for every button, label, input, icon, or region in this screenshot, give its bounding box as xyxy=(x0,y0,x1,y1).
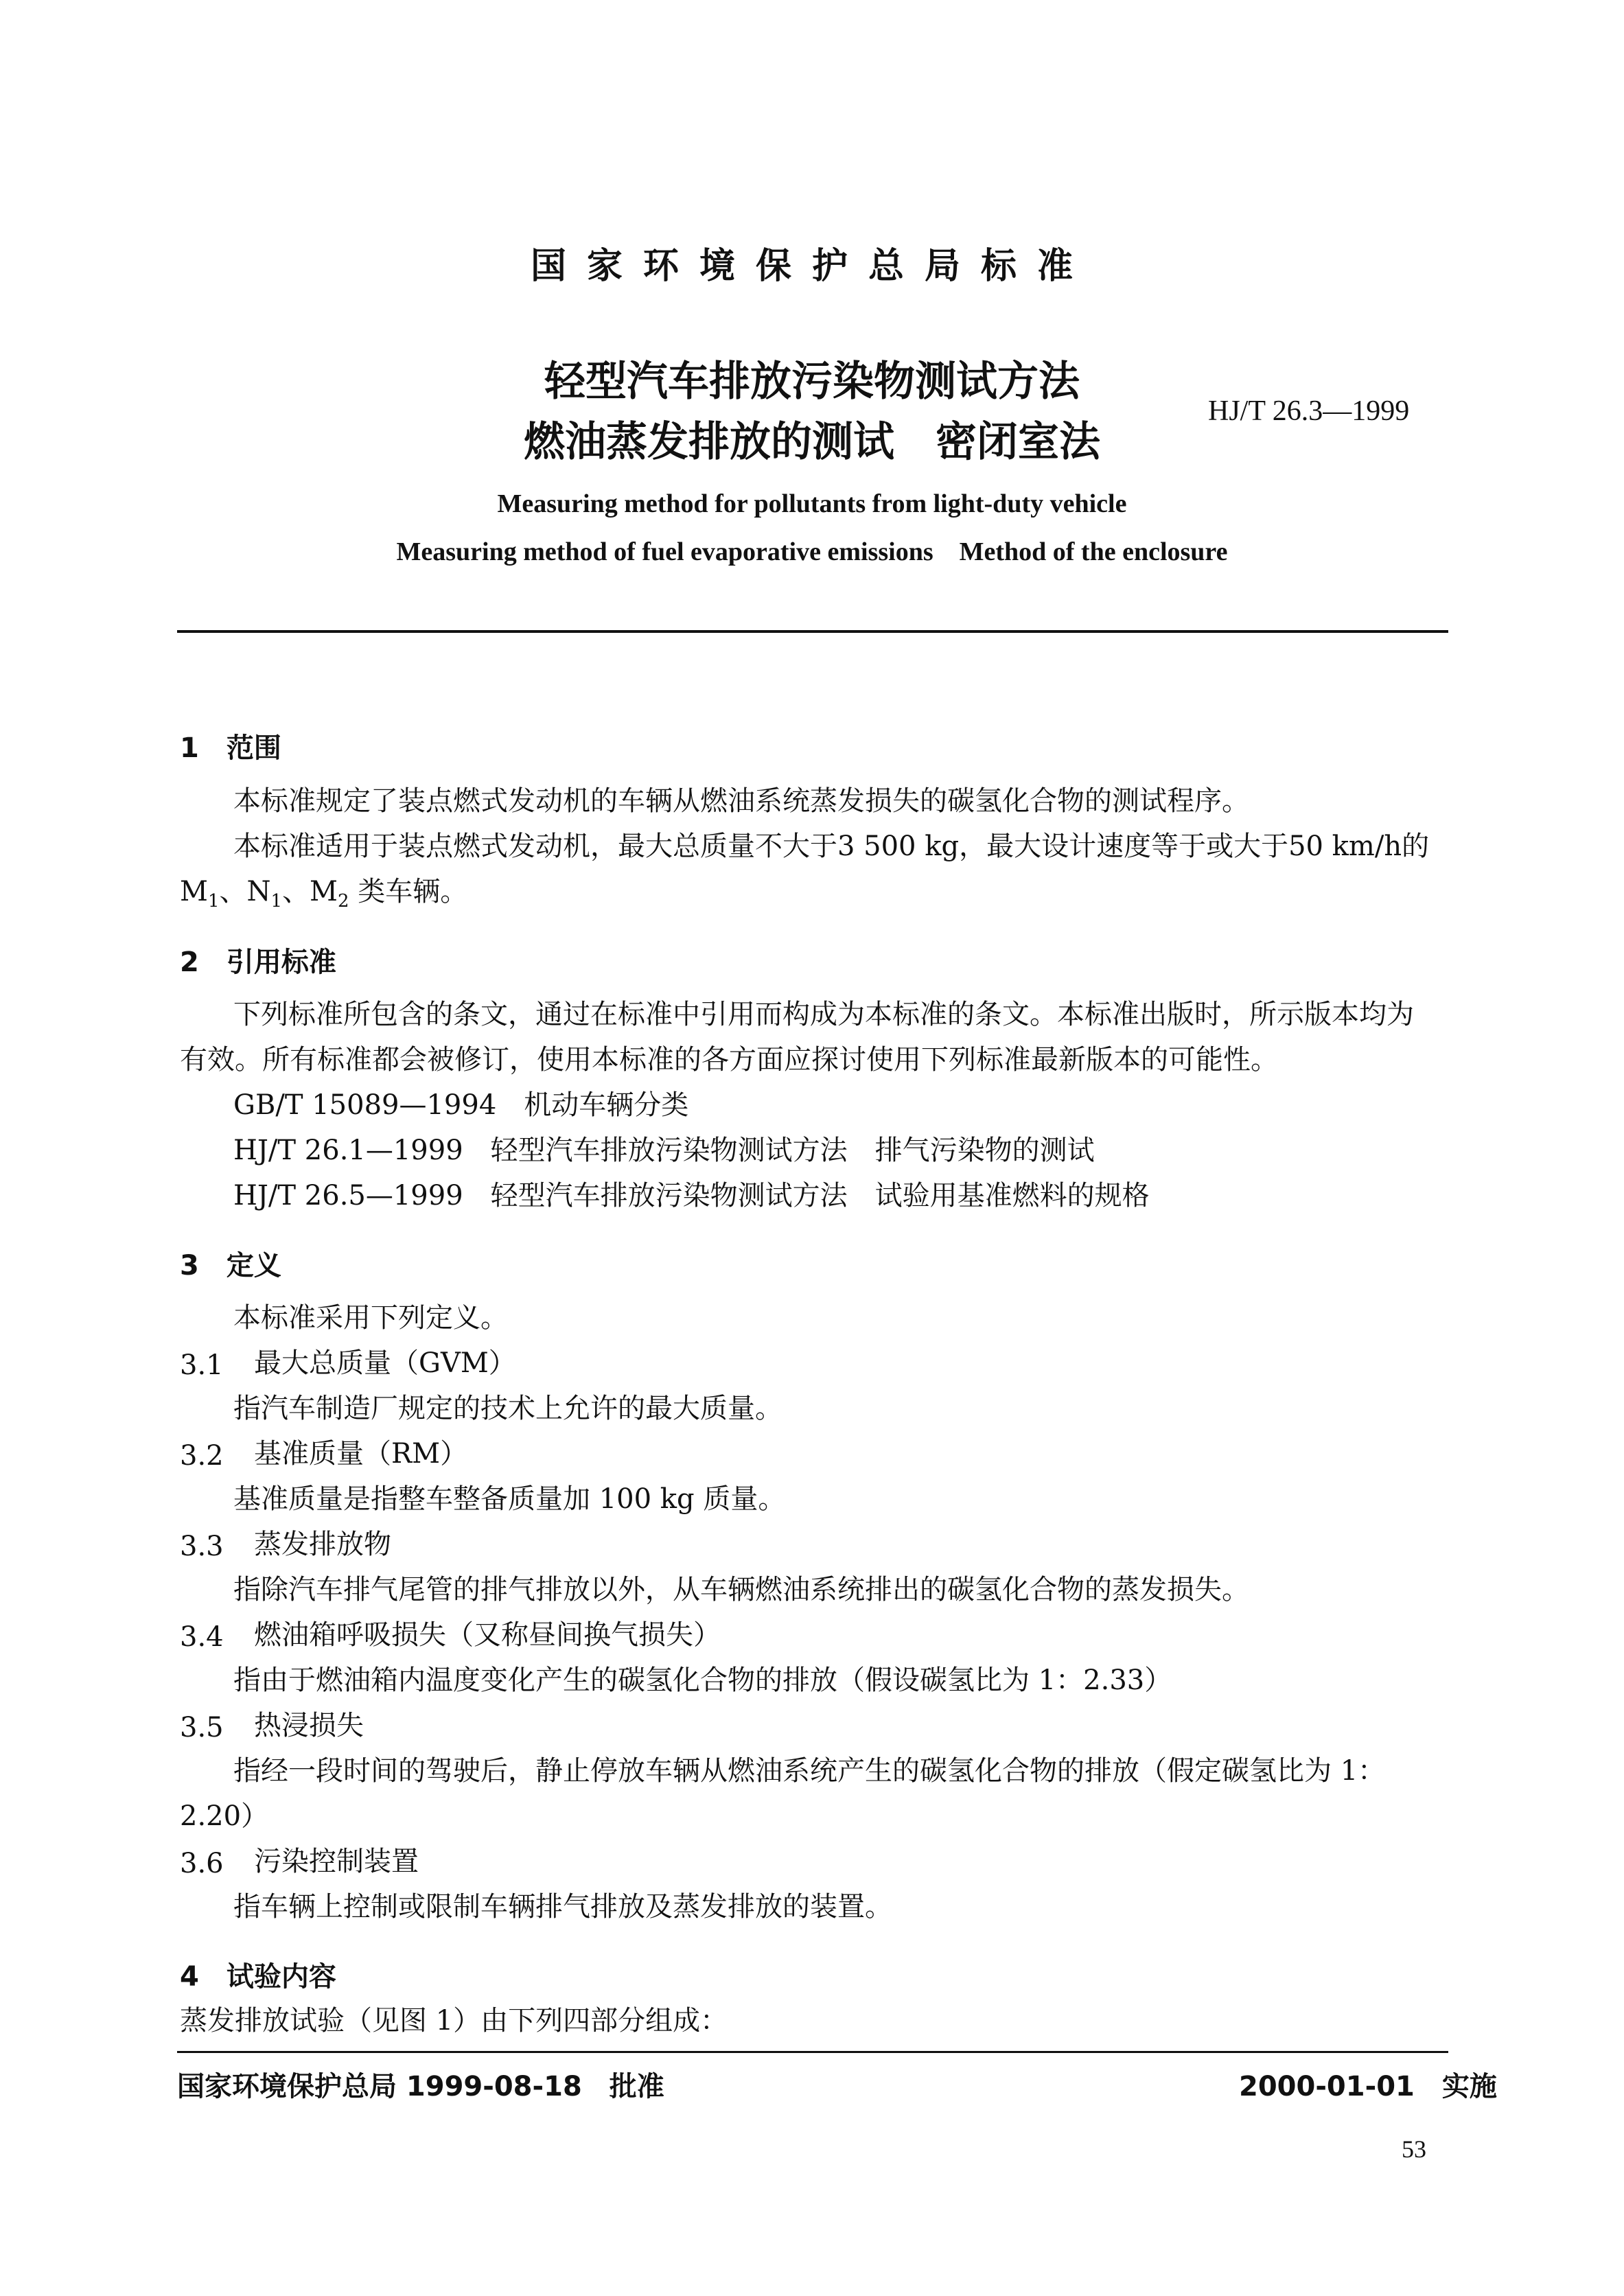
definition-term: 燃油箱呼吸损失（又称昼间换气损失） xyxy=(254,1619,721,1651)
definition-number: 3.1 xyxy=(180,1349,224,1381)
english-title-line-1: Measuring method for pollutants from light-duty vehicle xyxy=(497,489,1127,518)
definition-text: 指汽车制造厂规定的技术上允许的最大质量。 xyxy=(233,1393,782,1424)
section-2-paragraph-1: 下列标准所包含的条文，通过在标准中引用而构成为本标准的条文。本标准出版时，所示版本均为 xyxy=(233,999,1414,1030)
definition-term: 基准质量（RM） xyxy=(254,1438,468,1470)
definition-number: 3.3 xyxy=(180,1531,224,1562)
definition-number: 3.2 xyxy=(180,1440,224,1472)
reference-item: HJ/T 26.1—1999 轻型汽车排放污染物测试方法 排气污染物的测试 xyxy=(233,1135,1095,1166)
section-4-paragraph-1: 蒸发排放试验（见图 1）由下列四部分组成： xyxy=(180,2005,728,2037)
section-2-paragraph-2: 有效。所有标准都会被修订，使用本标准的各方面应探讨使用下列标准最新版本的可能性。 xyxy=(180,1044,1278,1076)
footer-rule xyxy=(177,2051,1448,2053)
title-line-1: 轻型汽车排放污染物测试方法 xyxy=(544,358,1080,406)
definition-term: 污染控制装置 xyxy=(254,1846,419,1877)
definition-term: 蒸发排放物 xyxy=(254,1529,391,1560)
english-title-line-2: Measuring method of fuel evaporative emissions Method of the enclosure xyxy=(396,537,1228,566)
reference-item: HJ/T 26.5—1999 轻型汽车排放污染物测试方法 试验用基准燃料的规格 xyxy=(233,1180,1150,1211)
definition-text: 指车辆上控制或限制车辆排气排放及蒸发排放的装置。 xyxy=(233,1891,892,1923)
section-3-intro: 本标准采用下列定义。 xyxy=(233,1302,508,1334)
section-2-heading: 2 引用标准 xyxy=(180,947,336,978)
definition-number: 3.5 xyxy=(180,1712,224,1743)
definition-number: 3.6 xyxy=(180,1848,224,1879)
header-rule xyxy=(177,630,1448,633)
effective-date-line: 2000-01-01 实施 xyxy=(1239,2071,1497,2102)
section-1-vehicle-classes: $M_1$、$N_1$、$M_2$ 类车辆。 xyxy=(180,876,468,912)
definition-text: 指由于燃油箱内温度变化产生的碳氢化合物的排放（假设碳氢比为 1：2.33） xyxy=(233,1665,1172,1696)
definition-number: 3.4 xyxy=(180,1621,224,1653)
section-4-heading: 4 试验内容 xyxy=(180,1961,336,1993)
title-line-2: 燃油蒸发排放的测试 密闭室法 xyxy=(524,418,1100,466)
page-number: 53 xyxy=(1402,2135,1426,2163)
definition-text: 指经一段时间的驾驶后，静止停放车辆从燃油系统产生的碳氢化合物的排放（假定碳氢比为 1： xyxy=(233,1755,1386,1787)
section-1-paragraph-2: 本标准适用于装点燃式发动机，最大总质量不大于3 500 kg，最大设计速度等于或大于50 km/h的 xyxy=(233,831,1430,862)
section-1-heading: 1 范围 xyxy=(180,732,281,764)
standard-code: HJ/T 26.3—1999 xyxy=(1208,395,1410,427)
definition-text: 指除汽车排气尾管的排气排放以外，从车辆燃油系统排出的碳氢化合物的蒸发损失。 xyxy=(233,1574,1249,1605)
definition-text-continued: 2.20） xyxy=(180,1800,269,1832)
issuing-organization: 国家环境保护总局标准 xyxy=(530,246,1093,287)
reference-item: GB/T 15089—1994 机动车辆分类 xyxy=(233,1089,689,1121)
definition-text: 基准质量是指整车整备质量加 100 kg 质量。 xyxy=(233,1483,786,1515)
section-1-paragraph-1: 本标准规定了装点燃式发动机的车辆从燃油系统蒸发损失的碳氢化合物的测试程序。 xyxy=(233,785,1249,817)
definition-term: 最大总质量（GVM） xyxy=(254,1347,516,1379)
approval-line: 国家环境保护总局 1999-08-18 批准 xyxy=(177,2071,664,2102)
section-3-heading: 3 定义 xyxy=(180,1250,281,1282)
definition-term: 热浸损失 xyxy=(254,1710,364,1741)
